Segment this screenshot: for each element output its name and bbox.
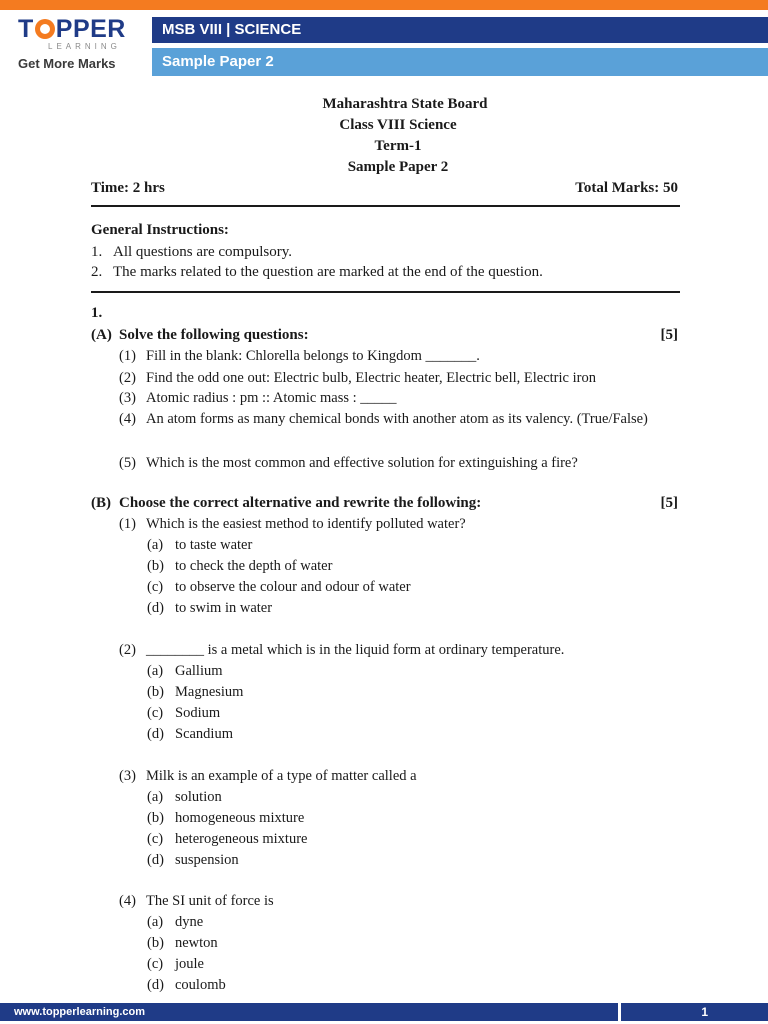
section-b-marks: [5]	[660, 495, 678, 511]
option-key: (d)	[147, 852, 164, 868]
paper-banner: Sample Paper 2	[152, 48, 768, 76]
item-text: An atom forms as many chemical bonds with another atom as its valency. (True/False)	[146, 411, 648, 427]
option-text: to taste water	[175, 537, 253, 553]
logo-o-icon	[35, 19, 55, 39]
section-a-marks: [5]	[660, 327, 678, 343]
footer-divider	[618, 1003, 621, 1021]
list-item	[119, 453, 578, 473]
item-text: Find the odd one out: Electric bulb, Electric heater, Electric bell, Electric iron	[146, 370, 596, 386]
item-number: (2)	[119, 370, 136, 386]
logo-letters: PPER	[55, 15, 126, 43]
option-text: newton	[175, 935, 218, 951]
option-key: (a)	[147, 914, 164, 930]
item-number: (3)	[119, 768, 136, 784]
class-title: Class VIII Science	[339, 117, 457, 133]
section-heading-text: Choose the correct alternative and rewrite the following:	[119, 495, 482, 511]
mcq-question	[119, 514, 466, 534]
item-number: (1)	[119, 348, 136, 364]
instruction-number: 1.	[91, 244, 103, 260]
mcq-option	[147, 975, 226, 995]
item-number: (4)	[119, 893, 136, 909]
instructions-heading: General Instructions:	[91, 222, 229, 238]
top-accent-stripe	[0, 0, 768, 10]
mcq-option	[147, 829, 307, 849]
option-key: (a)	[147, 663, 164, 679]
section-heading-text: Solve the following questions:	[119, 327, 309, 343]
option-key: (b)	[147, 810, 164, 826]
logo-tagline: Get More Marks	[18, 56, 116, 71]
footer-url-link[interactable]: www.topperlearning.com	[14, 1006, 145, 1018]
mcq-option	[147, 724, 233, 744]
mcq-question	[119, 891, 274, 911]
instruction-number: 2.	[91, 264, 103, 280]
option-text: Magnesium	[175, 684, 244, 700]
option-key: (c)	[147, 831, 164, 847]
paper-title: Sample Paper 2	[347, 159, 449, 175]
item-number: (4)	[119, 411, 136, 427]
board-title: Maharashtra State Board	[322, 96, 488, 112]
option-key: (a)	[147, 537, 164, 553]
mcq-option	[147, 556, 332, 576]
mcq-option	[147, 661, 223, 681]
option-key: (d)	[147, 600, 164, 616]
logo-subtitle: LEARNING	[48, 42, 121, 51]
section-label: (A)	[91, 327, 112, 343]
page-footer	[0, 1003, 768, 1021]
item-text: Atomic radius : pm :: Atomic mass : _____	[146, 390, 397, 406]
item-text: Fill in the blank: Chlorella belongs to Kingdom _______.	[146, 348, 480, 364]
question-number: 1.	[91, 305, 103, 321]
logo-wordmark	[18, 16, 130, 42]
option-text: heterogeneous mixture	[175, 831, 308, 847]
option-key: (b)	[147, 684, 164, 700]
option-text: Gallium	[175, 663, 223, 679]
logo-letter-t: T	[18, 15, 34, 43]
option-text: suspension	[175, 852, 239, 868]
option-text: joule	[175, 956, 204, 972]
item-number: (1)	[119, 516, 136, 532]
divider	[91, 205, 680, 207]
question-text: The SI unit of force is	[146, 893, 274, 909]
mcq-option	[147, 682, 243, 702]
instruction-text: All questions are compulsory.	[113, 244, 292, 260]
item-number: (2)	[119, 642, 136, 658]
list-item	[119, 388, 397, 408]
option-text: Scandium	[175, 726, 233, 742]
question-text: Which is the easiest method to identify polluted water?	[146, 516, 466, 532]
topper-logo	[18, 16, 130, 76]
option-text: solution	[175, 789, 222, 805]
mcq-option	[147, 954, 204, 974]
term-title: Term-1	[374, 138, 422, 154]
section-b-heading	[91, 495, 481, 512]
divider	[91, 291, 680, 293]
list-item	[119, 346, 480, 366]
mcq-option	[147, 535, 252, 555]
option-key: (b)	[147, 558, 164, 574]
section-label: (B)	[91, 495, 111, 511]
instruction-item	[91, 264, 543, 281]
list-item	[119, 409, 678, 429]
mcq-option	[147, 787, 222, 807]
mcq-option	[147, 577, 411, 597]
mcq-option	[147, 808, 304, 828]
mcq-option	[147, 912, 203, 932]
mcq-question	[119, 640, 564, 660]
option-text: to check the depth of water	[175, 558, 333, 574]
total-marks: Total Marks: 50	[575, 180, 678, 196]
option-key: (d)	[147, 977, 164, 993]
instruction-item	[91, 244, 292, 261]
mcq-option	[147, 933, 218, 953]
option-text: dyne	[175, 914, 204, 930]
mcq-option	[147, 850, 239, 870]
time-duration: Time: 2 hrs	[91, 180, 165, 196]
item-number: (3)	[119, 390, 136, 406]
option-key: (c)	[147, 956, 164, 972]
list-item	[119, 368, 596, 388]
option-text: to observe the colour and odour of water	[175, 579, 411, 595]
subject-banner: MSB VIII | SCIENCE	[152, 17, 768, 43]
option-key: (a)	[147, 789, 164, 805]
page-number: 1	[701, 1005, 708, 1019]
section-a-heading	[91, 327, 309, 344]
question-text: ________ is a metal which is in the liquid form at ordinary temperature.	[146, 642, 565, 658]
option-key: (c)	[147, 579, 164, 595]
option-text: homogeneous mixture	[175, 810, 305, 826]
instruction-text: The marks related to the question are marked at the end of the question.	[113, 264, 543, 280]
mcq-option	[147, 598, 272, 618]
option-text: to swim in water	[175, 600, 273, 616]
option-key: (c)	[147, 705, 164, 721]
item-text: Which is the most common and effective solution for extinguishing a fire?	[146, 455, 578, 471]
question-text: Milk is an example of a type of matter called a	[146, 768, 417, 784]
item-number: (5)	[119, 455, 136, 471]
option-key: (b)	[147, 935, 164, 951]
option-key: (d)	[147, 726, 164, 742]
mcq-option	[147, 703, 220, 723]
mcq-question	[119, 766, 417, 786]
option-text: coulomb	[175, 977, 226, 993]
option-text: Sodium	[175, 705, 221, 721]
